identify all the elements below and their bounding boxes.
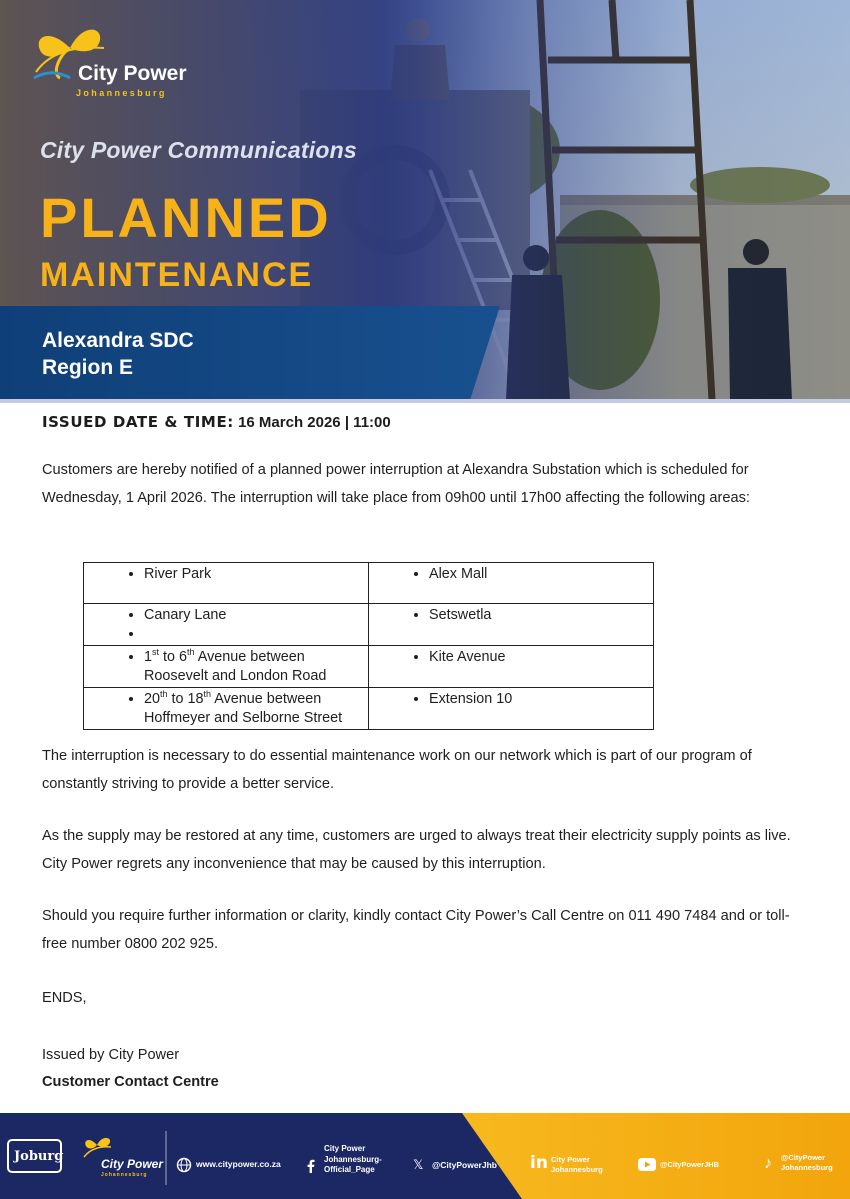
ordinal-suffix: th — [187, 647, 195, 658]
area-item: • Kite Avenue — [429, 648, 649, 667]
joburg-text: Joburg — [14, 1149, 64, 1164]
area-cell — [369, 563, 654, 604]
area-item — [144, 690, 364, 728]
facebook-link[interactable] — [324, 1144, 382, 1176]
area-text: 20 — [144, 691, 161, 707]
linkedin-link[interactable] — [551, 1155, 603, 1175]
area-cell — [84, 563, 369, 604]
title-maintenance: MAINTENANCE — [40, 256, 314, 294]
area-cell — [369, 646, 654, 688]
area-item: • Extension 10 — [429, 690, 649, 709]
intro-paragraph: Customers are hereby notified of a planned power interruption at Alexandra Substation which is scheduled for Wednesday, 1 April 2026. The interruption will take place from 09h00 until 17h00 affecting the following areas: — [42, 462, 750, 506]
area-item: • River Park — [144, 565, 364, 584]
tiktok-line: @CityPower — [781, 1153, 825, 1162]
joburg-logo — [7, 1139, 62, 1173]
facebook-line: City Power — [324, 1144, 366, 1153]
contact-paragraph: Should you require further information or clarity, kindly contact City Power’s Call Centre on 011 490 7484 and or toll-free number 0800 202 925. — [42, 908, 790, 952]
empty-bullet — [144, 625, 364, 644]
footer-brand-city: Johannesburg — [101, 1172, 148, 1178]
area-item — [144, 648, 364, 686]
region-block — [42, 327, 194, 381]
table-row — [84, 563, 654, 604]
x-icon: 𝕏 — [413, 1157, 424, 1172]
necessity-paragraph: The interruption is necessary to do essential maintenance work on our network which is part of our program of constantly striving to provide a better service. — [42, 748, 752, 792]
communications-title: City Power Communications — [40, 137, 357, 163]
facebook-line: Johannesburg- — [324, 1154, 382, 1164]
header-divider — [0, 399, 850, 403]
brand-city: Johannesburg — [76, 88, 167, 98]
tiktok-link[interactable] — [781, 1153, 833, 1173]
globe-icon — [176, 1157, 192, 1173]
area-cell — [369, 688, 654, 730]
ends-text: ENDS, — [42, 990, 87, 1006]
facebook-line: Official_Page — [324, 1165, 375, 1174]
safety-paragraph: As the supply may be restored at any time, customers are urged to always treat their electricity supply points as live. City Power regrets any inconvenience that may be caused by this interruption. — [42, 828, 791, 872]
youtube-icon — [638, 1158, 656, 1171]
area-text: Avenue between Hoffmeyer and Selborne Street — [144, 691, 343, 726]
area-text: Avenue between Roosevelt and London Road — [144, 649, 327, 684]
facebook-icon — [306, 1159, 316, 1173]
header-banner — [0, 0, 850, 400]
region-sdc: Alexandra SDC — [42, 329, 194, 352]
ordinal-suffix: th — [203, 689, 212, 700]
ordinal-suffix: st — [152, 647, 160, 658]
linkedin-line: City Power — [551, 1155, 590, 1164]
issued-value: 16 March 2026 | 11:00 — [238, 414, 391, 431]
linkedin-icon: in — [530, 1153, 548, 1173]
area-item: • Setswetla — [429, 606, 649, 625]
table-row — [84, 604, 654, 646]
x-link[interactable]: @CityPowerJhb — [432, 1160, 497, 1170]
youtube-link[interactable]: @CityPowerJHB — [660, 1160, 719, 1169]
area-text: 1 — [144, 649, 153, 665]
area-cell — [84, 646, 369, 688]
area-cell — [84, 604, 369, 646]
table-row — [84, 646, 654, 688]
linkedin-line: Johannesburg — [551, 1165, 603, 1174]
tiktok-icon: ♪ — [764, 1155, 772, 1172]
issued-by-text: Issued by City Power — [42, 1047, 180, 1063]
affected-areas-table — [83, 562, 654, 730]
region-name: Region E — [42, 356, 134, 379]
area-item: • Alex Mall — [429, 565, 649, 584]
issued-label: ISSUED DATE & TIME: — [42, 413, 234, 431]
title-planned: PLANNED — [40, 186, 332, 249]
area-text: to 6 — [159, 649, 188, 665]
issued-line — [42, 413, 391, 431]
website-link[interactable]: www.citypower.co.za — [196, 1159, 281, 1169]
footer-bar — [0, 1113, 850, 1199]
area-cell — [84, 688, 369, 730]
tiktok-line: Johannesburg — [781, 1163, 833, 1172]
area-cell — [369, 604, 654, 646]
department-text: Customer Contact Centre — [42, 1074, 219, 1090]
ordinal-suffix: th — [160, 689, 168, 700]
footer-brand-name: City Power — [101, 1157, 164, 1171]
table-row — [84, 688, 654, 730]
area-text: to 18 — [167, 691, 204, 707]
brand-name: City Power — [78, 62, 187, 85]
footer-background — [0, 1113, 850, 1199]
area-item: • Canary Lane — [144, 606, 364, 625]
